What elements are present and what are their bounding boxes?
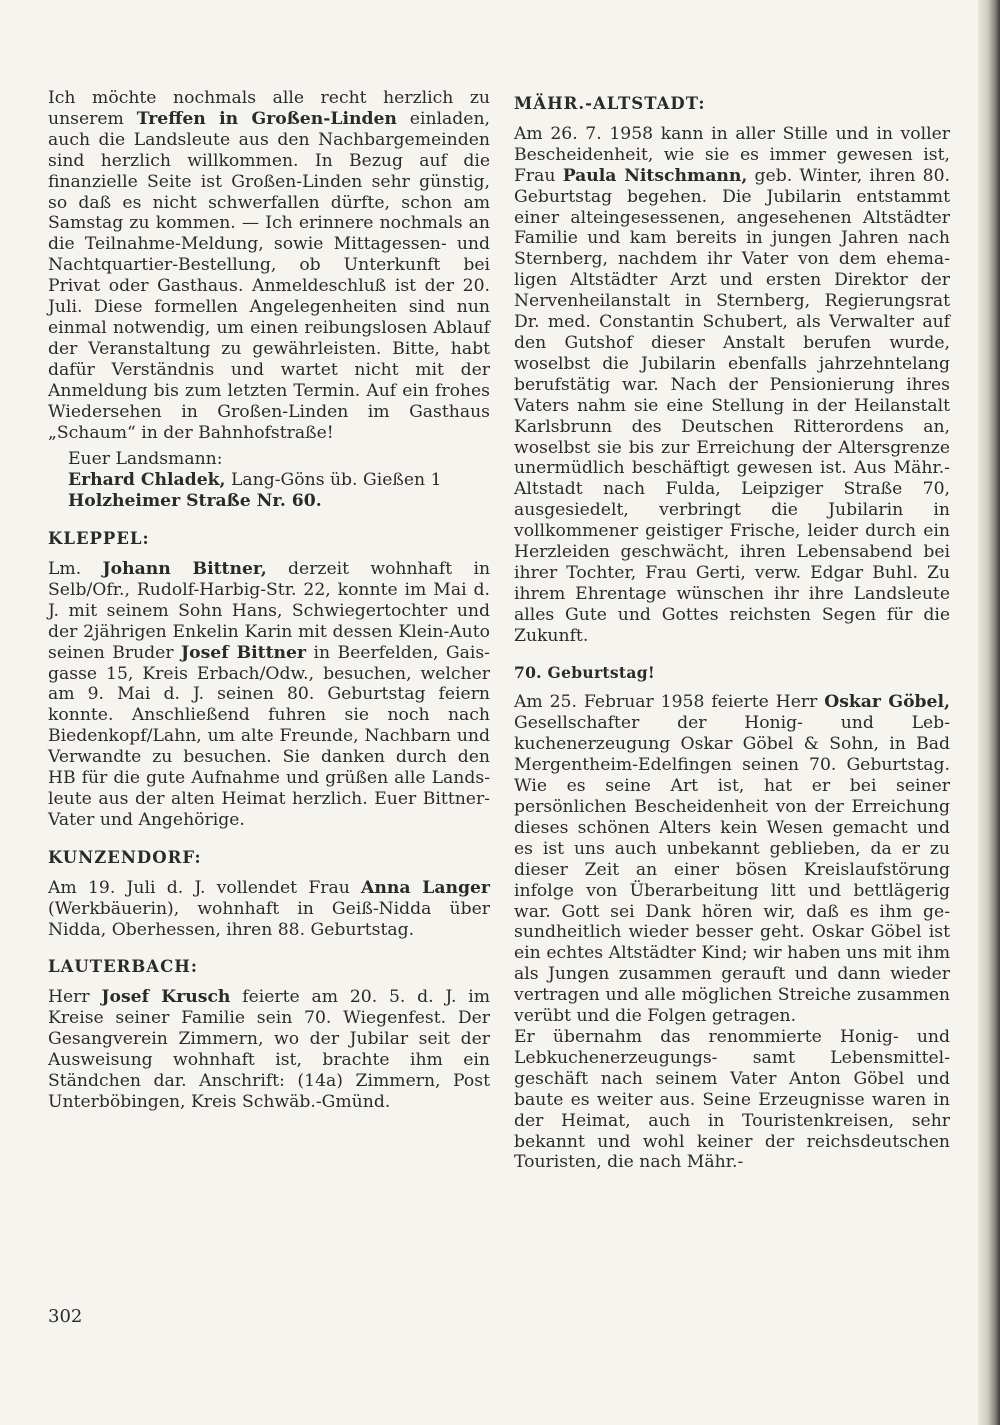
altstadt-paragraph [514,124,950,647]
bold-name: Johann Bittner, [102,559,267,580]
text-run: Am 26. 7. 1958 kann in aller Stille und in voller Bescheidenheit, wie sie es immer gewesen ist, Frau [514,123,950,186]
bold-name: Paula Nitschmann, [562,165,748,186]
signoff-street [48,491,490,512]
bold-name: Anna Langer [361,877,490,898]
heading-altstadt: MÄHR.-ALTSTADT: [514,94,706,113]
signoff-name: Erhard Chladek, [68,470,226,491]
text-run: Am 19. Juli d. J. vollendet Frau [48,877,362,898]
signoff-street-text: Holzheimer Straße Nr. 60. [68,491,322,512]
bold-name: Josef Bittner [181,642,307,663]
birthday-paragraph [514,692,950,1027]
text-run: Gesellschafter der Honig- und Lebkuchenerzeugung Oskar Göbel & Sohn, in Bad Mergentheim-Edelfingen seinen 70. Geburtstag. Wie es seine Art ist, hat er bei seiner persönlichen Bescheidenheit von der Erreichung dieses schönen Alters kein Wesen gemacht und es ist uns auch unbekannt geblieben, da er zu dieser Zeit an einer bösen Kreislaufstörung infolge von Überarbeitung litt und bettlägerig war. Gott sei Dank hören wir, daß es ihm gesundheitlich wieder besser geht. Oskar Göbel ist ein echtes Altstädter Kind; wir haben uns mit ihm als Jungen zusammen gerauft und dann wieder vertragen und alle möglichen Streiche zusammen verübt und die Folgen getragen. [514,713,950,1027]
heading-kleppel: KLEPPEL: [48,529,150,549]
text-run: Herr [48,987,102,1008]
kleppel-paragraph [48,559,490,831]
birthday-paragraph-2: Er übernahm das renommierte Honig- und Lebkuchenerzeugungs- samt Lebensmittelgeschäft nach seinem Vater Anton Göbel und baute es weiter aus. Seine Erzeugnisse waren in der Heimat, auch in Touristenkreisen, sehr bekannt und wohl keiner der reichsdeutschen Touristen, die nach Mähr.- [514,1026,950,1173]
left-column [48,88,490,1113]
heading-lauterbach: LAUTERBACH: [48,957,198,977]
signoff-line: Euer Landsmann: [68,449,223,470]
text-run: Lm. [48,559,103,580]
right-column [514,88,950,1173]
kunzendorf-paragraph [48,878,490,941]
lauterbach-paragraph [48,987,490,1112]
bold-name: Treffen in Großen-Linden [136,108,397,129]
intro-paragraph [48,88,490,443]
text-run: derzeit wohnhaft in Selb/Ofr., Rudolf-Harbig-Str. 22, konnte im Mai d. J. mit seinem Sohn Hans, Schwiegertochter und der 2jährigen Enkelin Karin mit dessen Klein-Auto seinen Bruder [48,559,491,663]
text-run: (Werkbäuerin), wohnhaft in Geiß-Nidda über Nidda, Oberhessen, ihren 88. Geburtstag. [48,898,490,940]
bold-name: Josef Krusch [101,987,231,1008]
text-run: einladen, auch die Landsleute aus den Nachbargemeinden sind herzlich willkommen. In Bezug auf die finanzielle Seite ist Großen-Linden sehr günstig, so daß es nicht schwerfallen dürfte, schon am Samstag zu kommen. — Ich erinnere nochmals an die Teilnahme-Meldung, sowie Mittagessen- und Nachtquartier-Bestellung, ob Unterkunft bei Privat oder Gasthaus. Anmeldeschluß ist der 20. Juli. Diese formellen Angelegenheiten sind nun einmal notwendig, um einen reibungslosen Ablauf der Veranstaltung zu gewährleisten. Bitte, habt dafür Verständnis und wartet nicht mit der Anmeldung bis zum letzten Termin. Auf ein frohes Wiedersehen in Großen-Linden im Gasthaus „Schaum“ in der Bahnhofstraße! [48,108,490,443]
page-binding-edge [978,0,1000,1425]
text-run: feierte am 20. 5. d. J. im Kreise seiner Familie sein 70. Wiegenfest. Der Gesangverein Zimmern, wo der Jubilar seit der Ausweisung wohnhaft ist, brachte ihm ein Ständchen dar. Anschrift: (14a) Zimmern, Post Unterböbingen, Kreis Schwäb.-Gmünd. [48,987,491,1112]
signoff-place: Lang-Göns üb. Gießen 1 [225,470,442,491]
signoff-address [48,470,490,491]
text-run: in Beerfelden, Gaisgasse 15, Kreis Erbach/Odw., besuchen, welcher am 9. Mai d. J. seinen 80. Geburtstag feiern konnte. Anschließend fuhren sie noch nach Biedenkopf/Lahn, um alte Freunde, Nachbarn und Verwandte zu besuchen. Sie danken durch den HB für die gute Aufnahme und grüßen alle Landsleute aus der alten Heimat herzlich. Euer Bittner-Vater und Angehörige. [48,642,490,830]
text-run: Ich möchte nochmals alle recht herzlich zu unserem [48,88,490,129]
heading-kunzendorf: KUNZENDORF: [48,847,202,867]
page-number: 302 [48,1306,83,1327]
bold-name: Oskar Göbel, [824,692,951,713]
text-run: Am 25. Februar 1958 feierte Herr [514,692,825,713]
text-run: geb. Winter, ihren 80. Geburtstag begehen. Die Jubilarin entstammt einer alteingesessenen, angesehenen Altstädter Familie und kam bereits in jungen Jahren nach Sternberg, nachdem ihr Vater von dem ehemaligen Altstädter Arzt und ersten Direktor der Nervenheilanstalt in Sternberg, Regierungsrat Dr. med. Constantin Schubert, als Verwalter auf den Gutshof dieser Anstalt berufen wurde, woselbst die Jubilarin ebenfalls jahrzehntelang berufstätig war. Nach der Pensionierung ihres Vaters nahm sie eine Stellung in der Heilanstalt Karlsbrunn des Deutschen Ritterordens an, woselbst sie bis zur Erreichung der Altersgrenze unermüdlich beschäftigt gewesen ist. Aus Mähr.-Altstadt nach Fulda, Leipziger Straße 70, ausgesiedelt, verbringt die Jubilarin in vollkommener geistiger Frische, leider durch ein Herzleiden geschwächt, ihren Lebensabend bei ihrer Tochter, Frau Gerti, verw. Edgar Buhl. Zu ihrem Ehrentage wünschen ihr ihre Landsleute alles Gute und Gottes reichsten Segen für die Zukunft. [514,165,950,646]
heading-birthday: 70. Geburtstag! [514,662,655,682]
